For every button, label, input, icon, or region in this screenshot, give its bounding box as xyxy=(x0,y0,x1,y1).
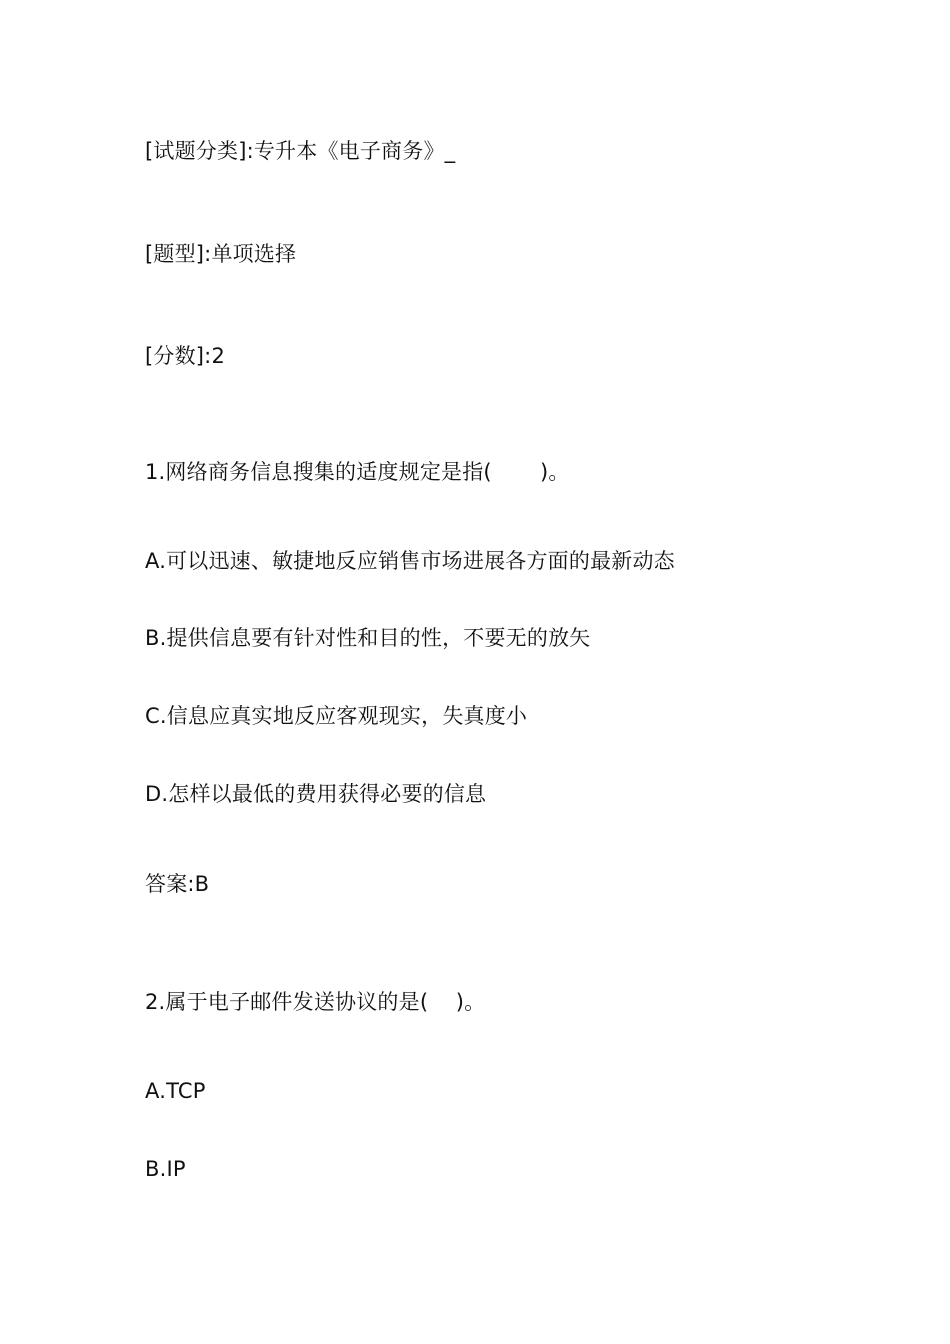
question-1-answer: 答案:B xyxy=(145,872,210,896)
category-line: [试题分类]:专升本《电子商务》_ xyxy=(145,139,456,163)
question-2-option-a: A.TCP xyxy=(145,1079,206,1103)
question-1-option-a: A.可以迅速、敏捷地反应销售市场进展各方面的最新动态 xyxy=(145,549,675,573)
question-1-option-d: D.怎样以最低的费用获得必要的信息 xyxy=(145,782,487,806)
question-2-stem: 2.属于电子邮件发送协议的是( )。 xyxy=(145,990,486,1014)
question-1-option-c: C.信息应真实地反应客观现实，失真度小 xyxy=(145,704,528,728)
question-1-option-b: B.提供信息要有针对性和目的性，不要无的放矢 xyxy=(145,626,591,650)
question-2-option-b: B.IP xyxy=(145,1157,186,1181)
question-type-line: [题型]:单项选择 xyxy=(145,242,297,266)
score-line: [分数]:2 xyxy=(145,344,226,368)
question-1-stem: 1.网络商务信息搜集的适度规定是指( )。 xyxy=(145,460,570,484)
